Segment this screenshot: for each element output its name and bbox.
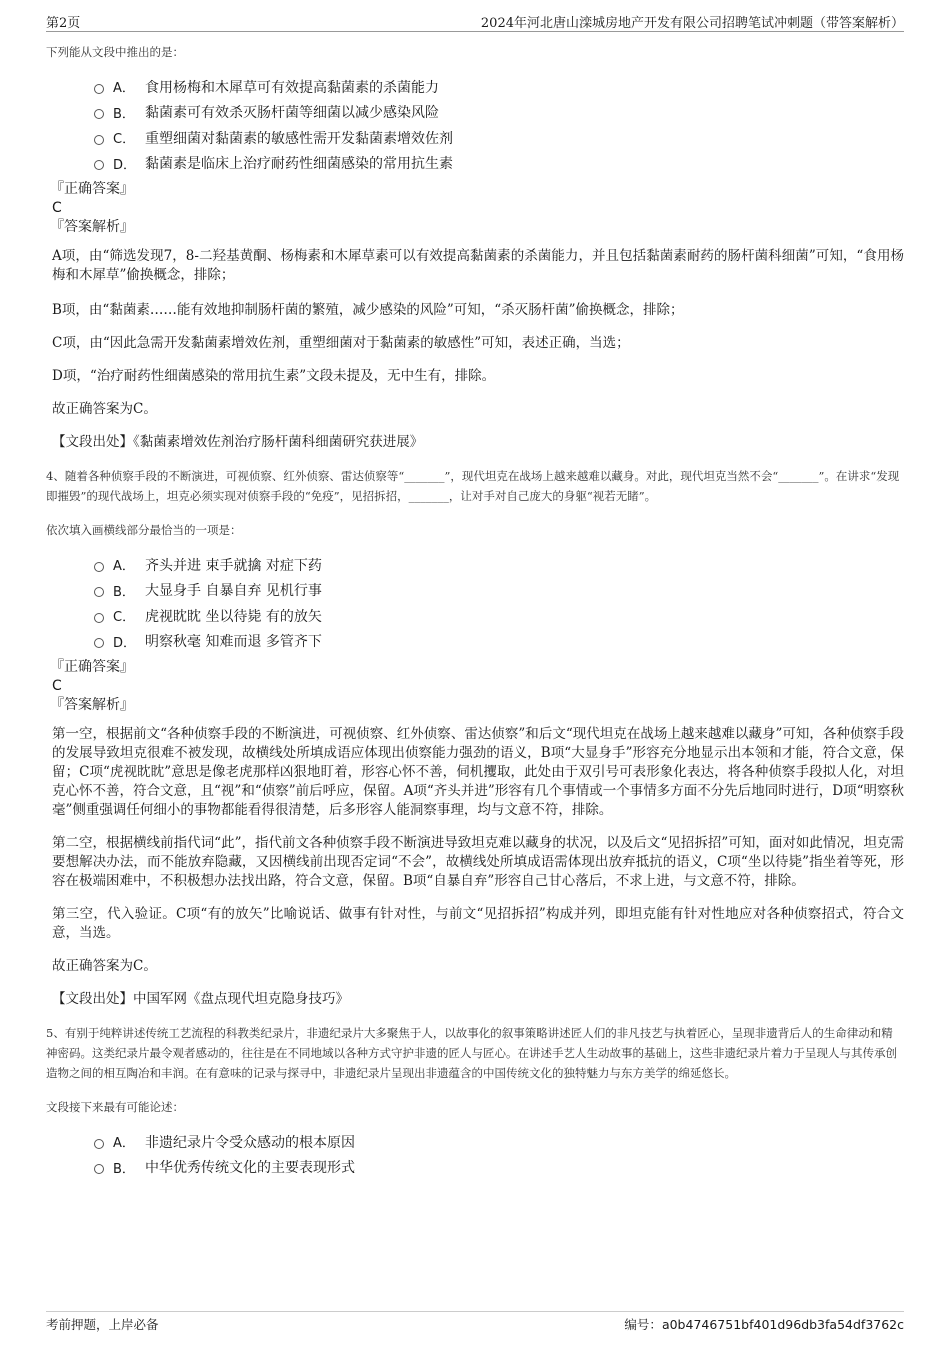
radio-icon[interactable] <box>94 1164 104 1174</box>
q3-answer-label: 『正确答案』 <box>50 181 134 197</box>
q4-stem: 4、随着各种侦察手段的不断演进，可视侦察、红外侦察、雷达侦察等“_______”，现代坦克在战场上越来越难以藏身。对此，现代坦克当然不会“_______”。在讲求“发现即摧毁”的现代战场上，坦克必须实现对侦察手段的“免疫”，见招拆招，_______，让对手对自己庞大的身躯“视若无睹”。 <box>46 469 900 503</box>
q5-options <box>94 1129 904 1180</box>
q5-option-a[interactable]: A． 非遗纪录片令受众感动的根本原因 <box>94 1129 904 1155</box>
radio-icon[interactable] <box>94 587 104 597</box>
q4-analysis-blank2: 第二空，根据横线前指代词“此”，指代前文各种侦察手段不断演进导致坦克难以藏身的状况，以及后文“见招拆招”可知，面对如此情况，坦克需要想解决办法，而不能放弃隐藏，又因横线前出现否定词“不会”，故横线处所填成语需体现出放弃抵抗的语义，C项“坐以待毙”指坐着等死，形容在极端困难中，不积极想办法找出路，符合文意，保留。B项“自暴自弃”形容自己甘心落后，不求上进，与文意不符，排除。 <box>52 835 904 889</box>
q3-analysis-d: D项，“治疗耐药性细菌感染的常用抗生素”文段未提及，无中生有，排除。 <box>52 368 496 384</box>
q4-conclusion: 故正确答案为C。 <box>52 958 157 974</box>
page-header <box>0 0 950 34</box>
page-content <box>46 42 904 1184</box>
footer-code <box>624 1315 904 1333</box>
radio-icon[interactable] <box>94 160 104 170</box>
q5-stem: 5、有别于纯粹讲述传统工艺流程的科教类纪录片，非遗纪录片大多聚焦于人，以故事化的叙事策略讲述匠人们的非凡技艺与执着匠心，呈现非遗背后人的生命律动和精神密码。这类纪录片最令观者感动的，往往是在不同地域以各种方式守护非遗的匠人与匠心。在讲述手艺人生动故事的基础上，这些非遗纪录片着力于呈现人与其传承创造物之间的相互陶冶和丰润。在有意味的记录与探寻中，非遗纪录片呈现出非遗蕴含的中国传统文化的独特魅力与东方美学的绵延悠长。 <box>46 1026 897 1080</box>
q3-analysis-label: 『答案解析』 <box>50 219 134 235</box>
radio-icon[interactable] <box>94 135 104 145</box>
q4-option-d[interactable]: D． 明察秋毫 知难而退 多管齐下 <box>94 629 904 655</box>
q3-conclusion: 故正确答案为C。 <box>52 401 157 417</box>
footer-code-value: a0b4746751bf401d96db3fa54df3762c <box>661 1317 904 1332</box>
q3-option-a[interactable]: A． 食用杨梅和木犀草可有效提高黏菌素的杀菌能力 <box>94 74 904 100</box>
q3-options <box>94 74 904 176</box>
q4-source: 【文段出处】中国军网《盘点现代坦克隐身技巧》 <box>52 991 349 1007</box>
footer-slogan: 考前押题，上岸必备 <box>46 1317 159 1332</box>
q4-prompt: 依次填入画横线部分最恰当的一项是： <box>46 523 242 537</box>
radio-icon[interactable] <box>94 109 104 119</box>
footer-code-label: 编号： <box>624 1317 662 1332</box>
q3-analysis-b: B项，由“黏菌素……能有效地抑制肠杆菌的繁殖，减少感染的风险”可知，“杀灭肠杆菌”偷换概念，排除； <box>52 302 684 318</box>
radio-icon[interactable] <box>94 613 104 623</box>
q4-option-c[interactable]: C． 虎视眈眈 坐以待毙 有的放矢 <box>94 603 904 629</box>
q4-option-a[interactable]: A． 齐头并进 束手就擒 对症下药 <box>94 552 904 578</box>
q3-answer: C <box>52 200 62 216</box>
radio-icon[interactable] <box>94 1139 104 1149</box>
q5-option-b[interactable]: B． 中华优秀传统文化的主要表现形式 <box>94 1155 904 1181</box>
radio-icon[interactable] <box>94 638 104 648</box>
q3-analysis-a: A项，由“筛选发现7，8-二羟基黄酮、杨梅素和木犀草素可以有效提高黏菌素的杀菌能力，并且包括黏菌素耐药的肠杆菌科细菌”可知，“食用杨梅和木犀草”偷换概念，排除； <box>52 248 904 283</box>
q3-source: 【文段出处】《黏菌素增效佐剂治疗肠杆菌科细菌研究获进展》 <box>52 434 424 450</box>
q3-prompt: 下列能从文段中推出的是： <box>46 45 184 59</box>
q4-options <box>94 552 904 654</box>
q3-option-c[interactable]: C． 重塑细菌对黏菌素的敏感性需开发黏菌素增效佐剂 <box>94 125 904 151</box>
radio-icon[interactable] <box>94 84 104 94</box>
q4-option-b[interactable]: B． 大显身手 自暴自弃 见机行事 <box>94 578 904 604</box>
footer-divider <box>46 1311 904 1312</box>
q3-option-d[interactable]: D． 黏菌素是临床上治疗耐药性细菌感染的常用抗生素 <box>94 151 904 177</box>
document-title: 2024年河北唐山滦城房地产开发有限公司招聘笔试冲刺题（带答案解析） <box>480 16 904 31</box>
q4-answer-label: 『正确答案』 <box>50 659 134 675</box>
q3-option-b[interactable]: B． 黏菌素可有效杀灭肠杆菌等细菌以减少感染风险 <box>94 100 904 126</box>
header-divider <box>46 31 904 32</box>
q4-answer: C <box>52 678 62 694</box>
q5-prompt: 文段接下来最有可能论述： <box>46 1100 184 1114</box>
page-number: 第2页 <box>46 16 81 31</box>
q4-analysis-label: 『答案解析』 <box>50 697 134 713</box>
q4-analysis-blank3: 第三空，代入验证。C项“有的放矢”比喻说话、做事有针对性，与前文“见招拆招”构成并列，即坦克能有针对性地应对各种侦察招式，符合文意，当选。 <box>52 906 904 941</box>
q3-analysis-c: C项，由“因此急需开发黏菌素增效佐剂，重塑细菌对于黏菌素的敏感性”可知，表述正确，当选； <box>52 335 630 351</box>
q4-analysis-blank1: 第一空，根据前文“各种侦察手段的不断演进，可视侦察、红外侦察、雷达侦察”和后文“现代坦克在战场上越来越难以藏身”可知，各种侦察手段的发展导致坦克很难不被发现，故横线处所填成语应体现出侦察能力强劲的语义，B项“大显身手”形容充分地显示出本领和才能，符合文意，保留；C项“虎视眈眈”意思是像老虎那样凶狠地盯着，形容心怀不善，伺机攫取，此处由于双引号可表形象化表达，将各种侦察手段拟人化，对坦克心怀不善，符合文意，且“视”和“侦察”前后呼应，保留。A项“齐头并进”形容有几个事情或一个事情多方面不分先后地同时进行，D项“明察秋毫”侧重强调任何细小的事物都能看得很清楚，后多形容人能洞察事理，均与文意不符，排除。 <box>52 726 904 818</box>
radio-icon[interactable] <box>94 562 104 572</box>
